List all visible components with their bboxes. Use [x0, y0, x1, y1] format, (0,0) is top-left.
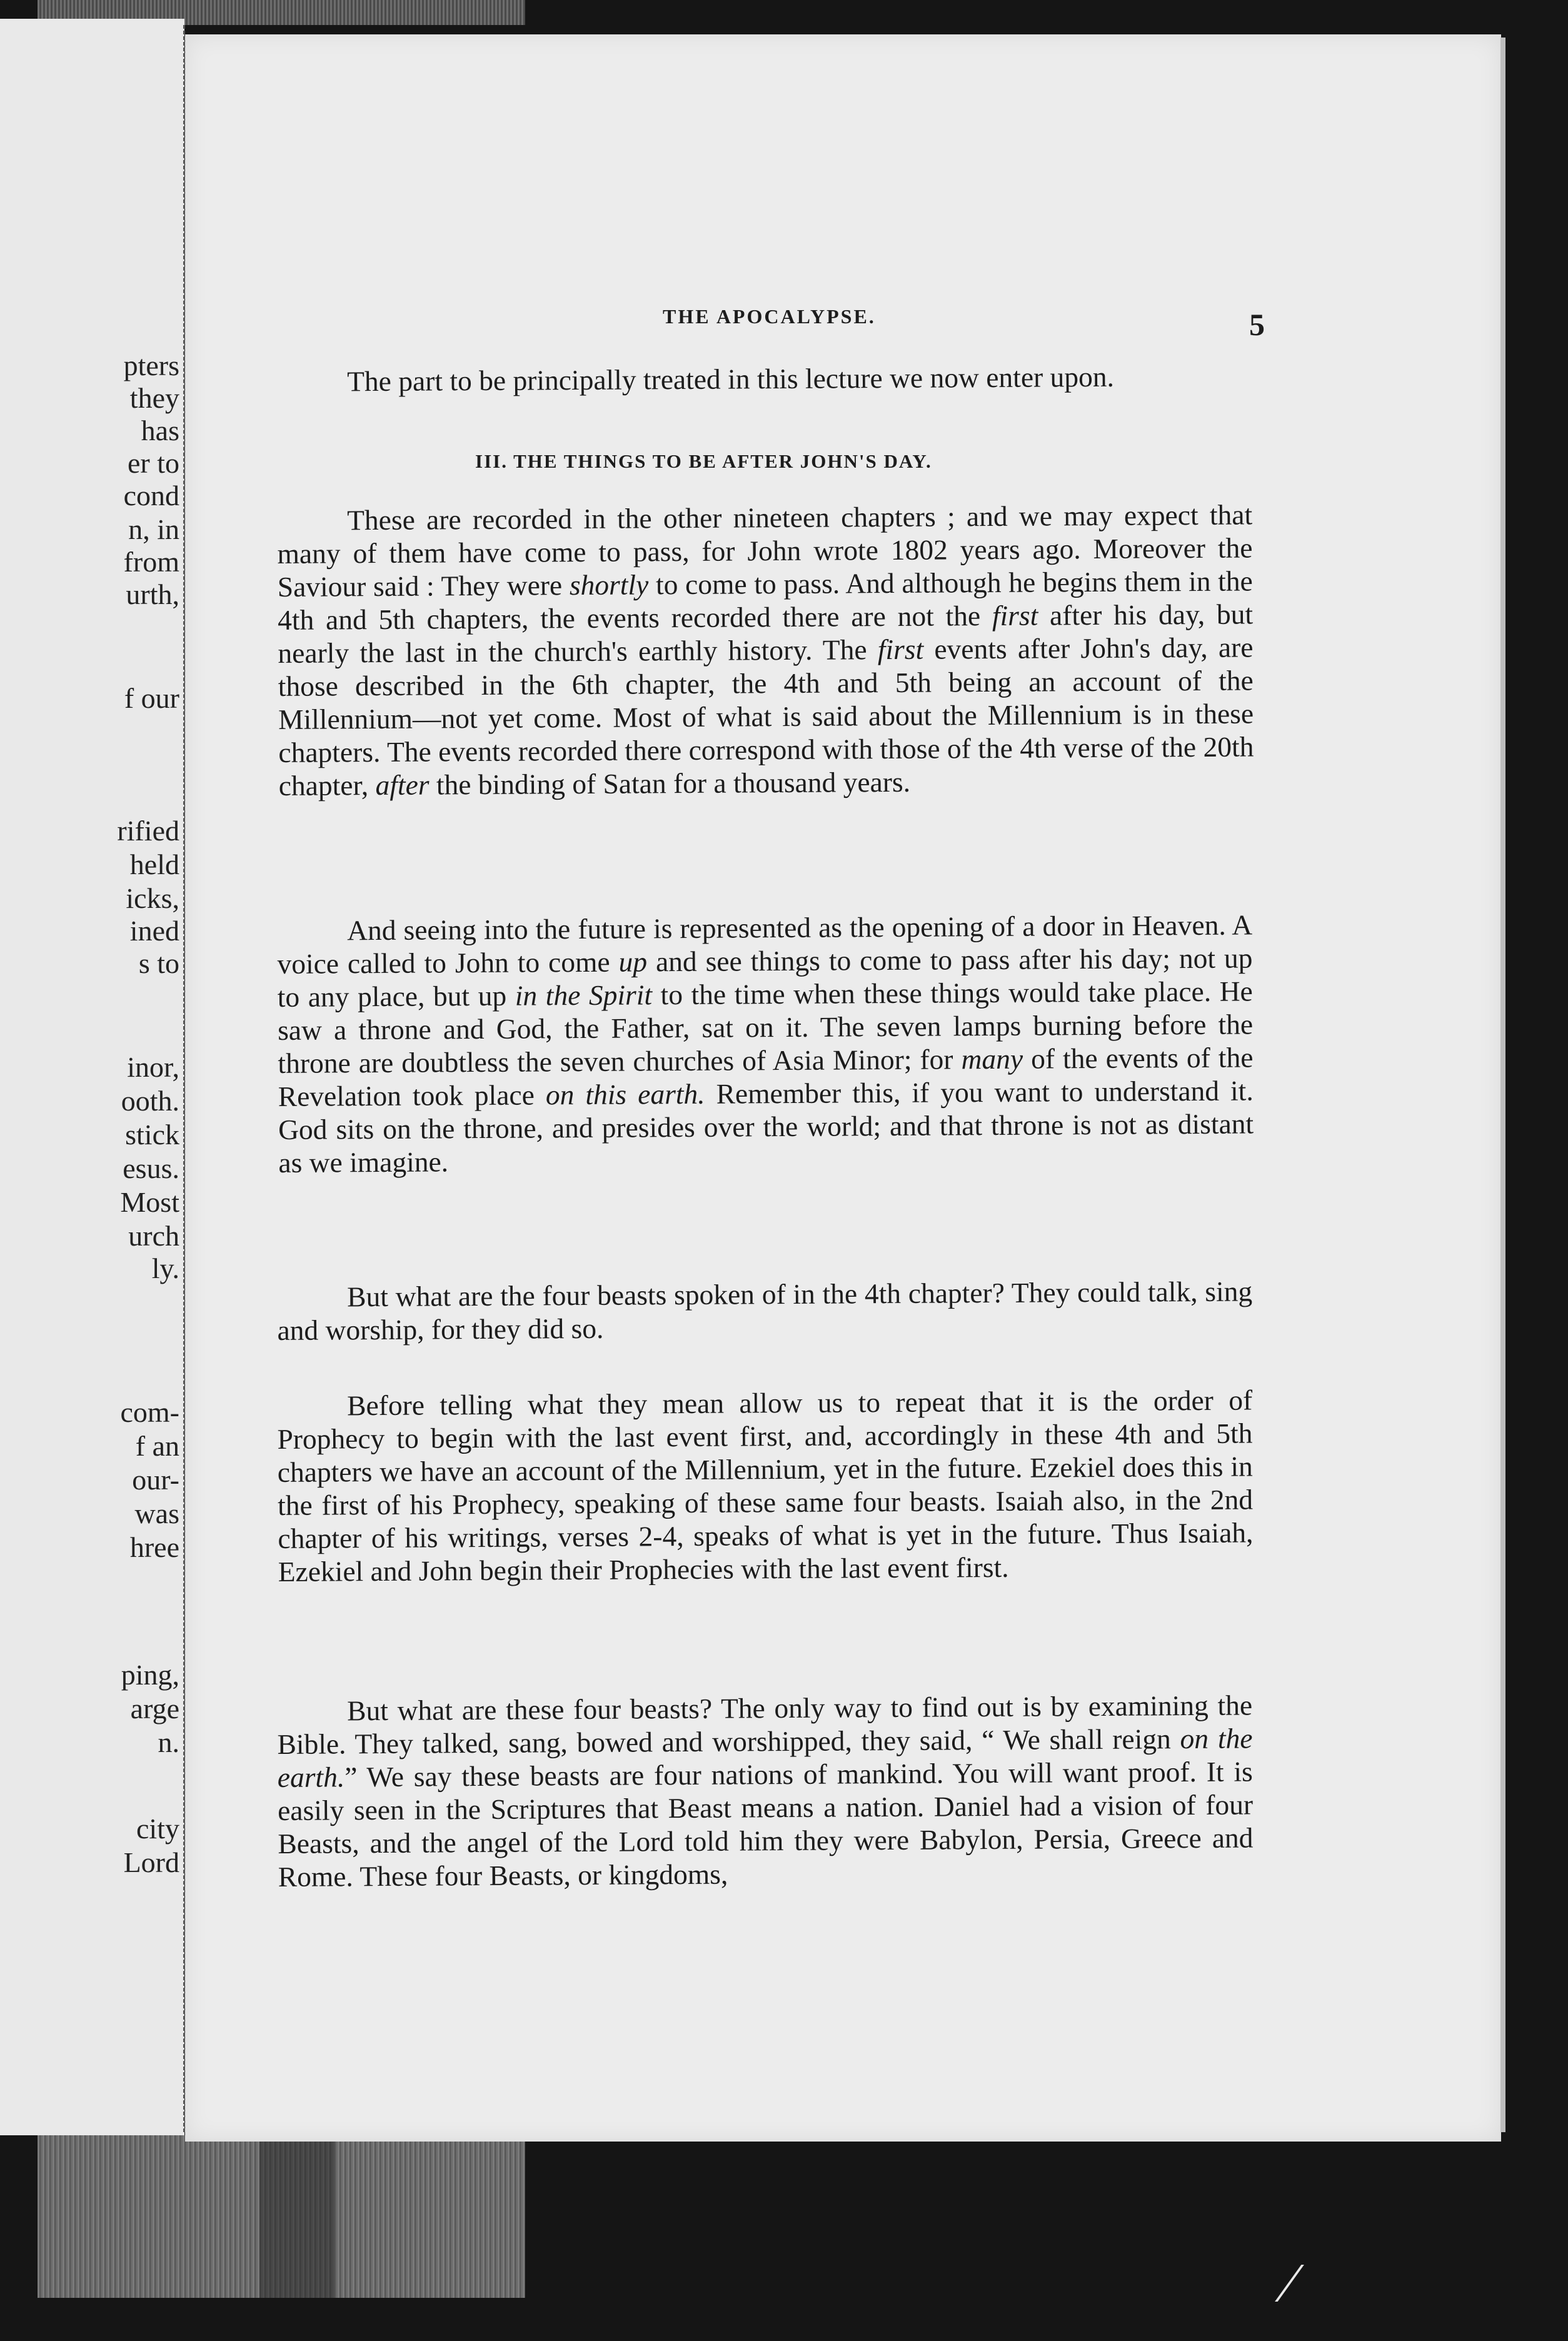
emphasis: after	[375, 768, 430, 802]
left-page-line: icks,	[126, 882, 179, 914]
paragraph-text: These are recorded in the other nineteen chapters ; and we may expect that many of them have come to pass, for John wrote 1802 years ago. Moreover the Saviour said : They were	[277, 498, 1253, 603]
left-page-line: ooth.	[121, 1085, 179, 1117]
left-page-line: urth,	[126, 578, 179, 610]
running-title: THE APOCALYPSE.	[663, 305, 876, 328]
page-edge	[1500, 38, 1505, 2132]
previous-page	[0, 19, 184, 2135]
left-page-line: ined	[129, 915, 179, 947]
paragraph-5	[277, 1688, 1254, 1893]
paragraph-text: and see things to come to pass after his day; not up to any place, but up	[277, 942, 1253, 1013]
left-page-line: stick	[125, 1119, 179, 1150]
left-page-line: our-	[132, 1464, 179, 1496]
paragraph-4	[277, 1383, 1254, 1588]
paragraph-text: the binding of Satan for a thousand years.	[429, 765, 911, 801]
paragraph-text: But what are the four beasts spoken of in the 4th chapter? They could talk, sing and worship, for they did so.	[277, 1275, 1253, 1346]
paragraph-text: events after John's day, are those described in the 6th chapter, the 4th and 5th being an account of the Millennium—not yet come. Most of what is said about the Millennium is in these chapters. The events recorded there correspond with those of the 4th verse of the 20th chapter,	[278, 631, 1254, 802]
left-page-line: city	[136, 1813, 179, 1845]
left-page-line: arge	[130, 1693, 179, 1724]
paragraph-text: ” We say these beasts are four nations of mankind. You will want proof. It is easily seen in the Scriptures that Beast means a nation. Daniel had a vision of four Beasts, and the angel of the Lord told him they were Babylon, Persia, Greece and Rome. These four Beasts, or kingdoms,	[277, 1755, 1254, 1893]
left-page-line: n.	[158, 1726, 179, 1758]
book-spine-cloth-bottom	[38, 2135, 525, 2298]
left-page-line: urch	[128, 1220, 179, 1252]
left-page-line: was	[134, 1498, 179, 1529]
paragraph-text: to the time when these things would take place. He saw a throne and God, the Father, sat on it. The seven lamps burning before the throne are doubtless the seven churches of Asia Minor; for	[277, 975, 1254, 1079]
paragraph-3	[277, 1274, 1253, 1347]
emphasis: shortly	[569, 568, 649, 602]
emphasis: first	[992, 599, 1038, 632]
left-page-line: Most	[120, 1186, 179, 1218]
emphasis: on the earth.	[277, 1722, 1253, 1793]
emphasis: in the Spirit	[515, 979, 653, 1012]
paragraph-text: Before telling what they mean allow us to repeat that it is the order of Prophecy to begin with the last event first, and, accordingly in these 4th and 5th chapters we have an account of the Millennium, yet in the future. Ezekiel does this in the first of his Prophecy, speaking of these same four beasts. Isaiah also, in the 2nd chapter of his writings, verses 2-4, speaks of what is yet in the future. Thus Isaiah, Ezekiel and John begin their Prophecies with the last event first.	[277, 1384, 1254, 1588]
emphasis: many	[961, 1042, 1023, 1075]
left-page-line: has	[141, 415, 179, 446]
left-page-line: s to	[138, 947, 179, 979]
left-page-line: f an	[135, 1430, 179, 1462]
left-page-line: ly.	[151, 1252, 179, 1284]
left-page-line: esus.	[123, 1152, 179, 1184]
paragraph-2	[277, 908, 1254, 1179]
paragraph-text: after his day, but nearly the last in the church's earthly history. The	[278, 598, 1254, 669]
left-page-line: rified	[117, 815, 179, 847]
intro-paragraph	[277, 359, 1252, 398]
intro-text: The part to be principally treated in this lecture we now enter upon.	[347, 360, 1115, 398]
left-page-line: n, in	[128, 513, 179, 545]
left-page-line: hree	[129, 1531, 179, 1563]
left-page-line: they	[129, 382, 179, 414]
left-page-line: held	[129, 848, 179, 880]
page-number: 5	[1249, 307, 1265, 342]
left-page-line: inor,	[127, 1051, 179, 1083]
section-heading: III. THE THINGS TO BE AFTER JOHN'S DAY.	[475, 450, 932, 472]
emphasis: up	[618, 945, 648, 978]
left-page-line: pters	[123, 350, 179, 381]
left-page-line: cond	[123, 480, 179, 511]
left-page-line: Lord	[123, 1846, 179, 1878]
left-page-line: com-	[120, 1396, 179, 1428]
paragraph-text: But what are these four beasts? The only way to find out is by examining the Bible. They talked, sang, bowed and worshipped, they said, “ We shall reign	[277, 1689, 1253, 1760]
left-page-line: ping,	[121, 1659, 179, 1691]
paragraph-text: Remember this, if you want to understand it. God sits on the throne, and presides over the world; and that throne is not as distant as we imagine.	[278, 1074, 1254, 1179]
emphasis: on this earth.	[545, 1077, 705, 1111]
left-page-line: from	[123, 546, 179, 578]
paragraph-1	[277, 498, 1254, 802]
paragraph-text: And seeing into the future is represented as the opening of a door in Heaven. A voice called to John to come	[277, 909, 1253, 980]
paragraph-text: to come to pass. And although he begins them in the 4th and 5th chapters, the events recorded there are not the	[277, 565, 1253, 636]
scan-artifact-mark: ⁄	[1285, 2252, 1295, 2314]
paragraph-text: of the events of the Revelation took place	[278, 1041, 1254, 1112]
emphasis: first	[877, 633, 924, 666]
left-page-line: er to	[127, 447, 179, 479]
left-page-line: f our	[124, 682, 179, 714]
